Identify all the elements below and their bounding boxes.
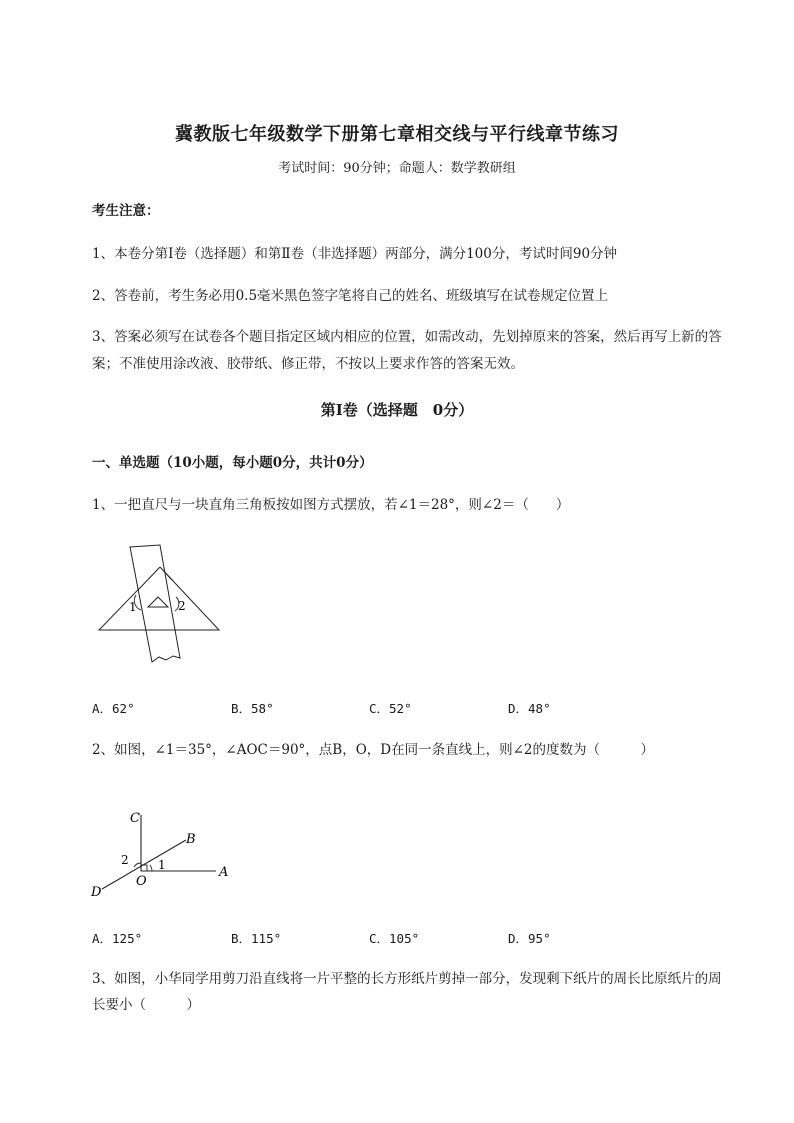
notes-heading: 考生注意： <box>92 203 160 219</box>
exam-title: 冀教版七年级数学下册第七章相交线与平行线章节练习 <box>175 124 619 145</box>
angle-2-label: 2 <box>178 599 186 613</box>
exam-subtitle: 考试时间：90分钟；命题人：数学教研组 <box>278 161 516 176</box>
point-b-label: B <box>186 832 196 847</box>
point-a-label: A <box>219 865 229 880</box>
angle-2-label: 2 <box>121 853 129 867</box>
note-item-3: 3、答案必须写在试卷各个题目指定区域内相应的位置，如需改动，先划掉原来的答案，然后再写上新的答案；不准使用涂改液、胶带纸、修正带，不按以上要求作答的答案无效。 <box>92 329 722 372</box>
question-1-figure <box>92 540 232 670</box>
question-1-option-c[interactable]: C．52° <box>369 701 412 716</box>
point-d-label: D <box>91 885 102 900</box>
part-heading: 一、单选题（10小题，每小题0分，共计0分） <box>92 455 373 471</box>
question-1-text: 1、一把直尺与一块直角三角板按如图方式摆放，若∠1＝28°，则∠2＝（ ） <box>92 497 570 513</box>
note-item-2: 2、答卷前，考生务必用0.5毫米黑色签字笔将自己的姓名、班级填写在试卷规定位置上 <box>92 288 609 304</box>
question-1-option-b[interactable]: B．58° <box>231 701 274 716</box>
question-1-option-d[interactable]: D．48° <box>508 701 551 716</box>
ruler <box>130 545 180 662</box>
question-2-option-d[interactable]: D．95° <box>508 931 551 946</box>
angle-1-label: 1 <box>129 600 137 614</box>
question-3-text: 3、如图，小华同学用剪刀沿直线将一片平整的长方形纸片剪掉一部分，发现剩下纸片的周长比原纸片的周长要小（ ） <box>92 971 722 1013</box>
point-o-label: O <box>136 874 147 889</box>
note-item-1: 1、本卷分第Ⅰ卷（选择题）和第Ⅱ卷（非选择题）两部分，满分100分，考试时间90分钟 <box>92 246 618 262</box>
section-title: 第Ⅰ卷（选择题 0分） <box>320 401 474 419</box>
angle-1-label: 1 <box>158 858 166 872</box>
question-1-option-a[interactable]: A．62° <box>92 701 135 716</box>
question-2-option-c[interactable]: C．105° <box>369 931 420 946</box>
angle-1-arc <box>150 865 152 871</box>
question-2-option-b[interactable]: B．115° <box>231 931 282 946</box>
question-2-text: 2、如图，∠1＝35°，∠AOC＝90°，点B，O，D在同一条直线上，则∠2的度数为（ ） <box>92 742 655 758</box>
point-c-label: C <box>130 811 140 826</box>
question-2-figure <box>88 805 248 900</box>
question-2-option-a[interactable]: A．125° <box>92 931 143 946</box>
